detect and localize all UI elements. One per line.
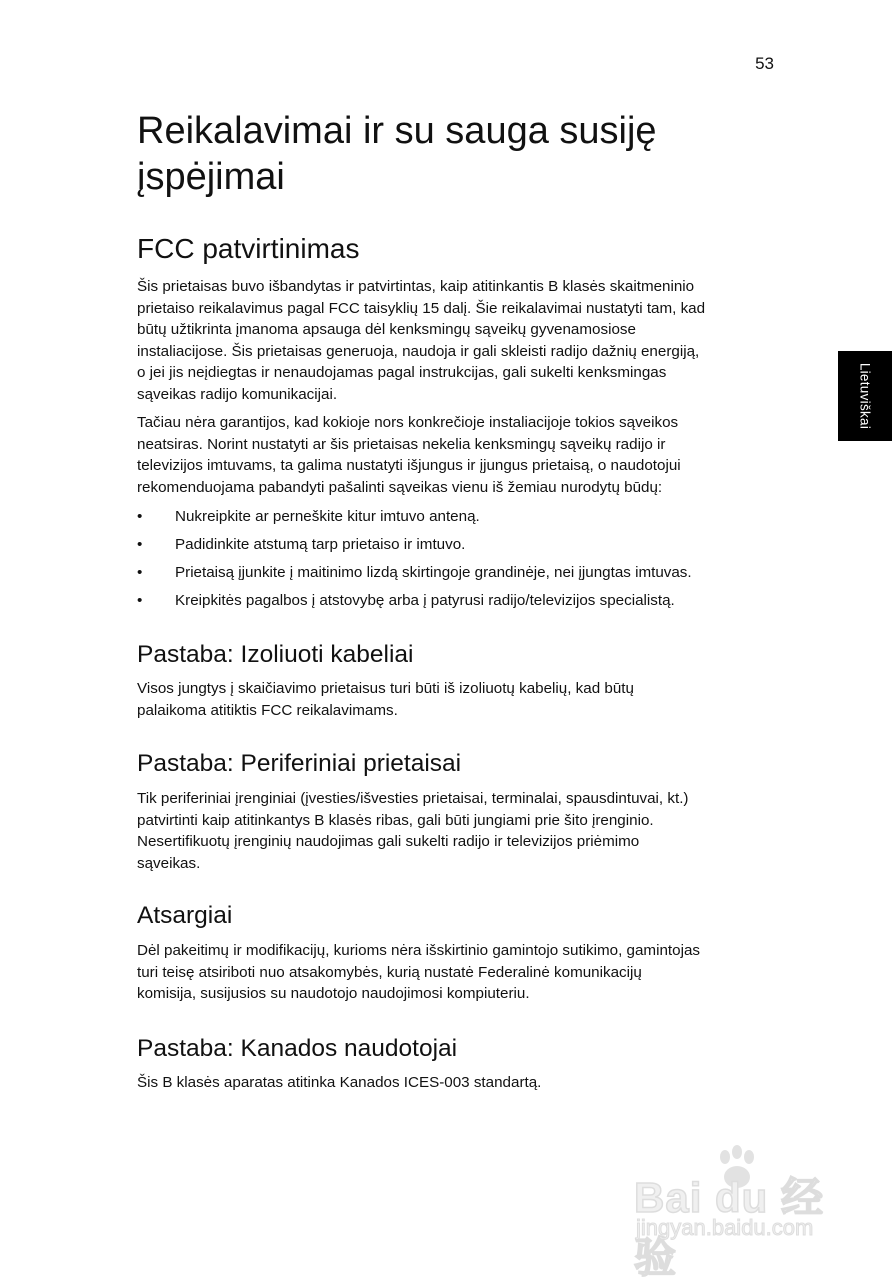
peripherals-paragraph: Tik periferiniai įrenginiai (įvesties/išvesties prietaisai, terminalai, spausdintuvai, kt.) patvirtinti kaip atitinkantys B klasės ribas, gali būti jungiami prie šito įrenginio. Nesertifikuotų įrenginių naudojimas gali sukelti radijo ir televizijos priėmimo sąveikas. xyxy=(137,790,689,872)
fcc-heading: FCC patvirtinimas xyxy=(137,233,360,264)
bullet-marker: • xyxy=(137,536,143,553)
fcc-bullet-list xyxy=(137,503,779,615)
fcc-paragraph-2: Tačiau nėra garantijos, kad kokioje nors konkrečioje instaliacijoje tokios sąveikos neatsiras. Norint nustatyti ar šis prietaisas nekelia kenksmingų sąveikų radijo ir televizijos imtuvams, ta galima nustatyti išjungus ir įjungus prietaisą, o naudotojui rekomenduojama pabandyti pašalinti sąveikas vienu iš žemiau nurodytų būdų: xyxy=(137,414,681,496)
canada-heading: Pastaba: Kanados naudotojai xyxy=(137,1035,458,1062)
cables-heading: Pastaba: Izoliuoti kabeliai xyxy=(137,641,414,668)
cables-paragraph: Visos jungtys į skaičiavimo prietaisus turi būti iš izoliuotų kabelių, kad būtų palaikoma atitiktis FCC reikalavimams. xyxy=(137,680,634,719)
bullet-text: Nukreipkite ar perneškite kitur imtuvo anteną. xyxy=(175,508,480,525)
list-item xyxy=(137,587,779,615)
page-number: 53 xyxy=(755,54,774,73)
peripherals-heading: Pastaba: Periferiniai prietaisai xyxy=(137,750,462,777)
page-title: Reikalavimai ir su sauga susiję įspėjimai xyxy=(137,110,657,198)
canada-paragraph: Šis B klasės aparatas atitinka Kanados ICES-003 standartą. xyxy=(137,1074,542,1091)
watermark-domain: jingyan.baidu.com xyxy=(636,1215,814,1240)
bullet-marker: • xyxy=(137,564,143,581)
caution-heading: Atsargiai xyxy=(137,902,233,929)
bullet-text: Padidinkite atstumą tarp prietaiso ir imtuvo. xyxy=(175,536,466,553)
bullet-text: Prietaisą įjunkite į maitinimo lizdą skirtingoje grandinėje, nei įjungtas imtuvas. xyxy=(175,564,692,581)
language-tab-label: Lietuviškai xyxy=(857,362,873,430)
language-tab xyxy=(838,351,892,441)
watermark xyxy=(634,1155,844,1281)
fcc-paragraph-1: Šis prietaisas buvo išbandytas ir patvirtintas, kaip atitinkantis B klasės skaitmeninio prietaiso reikalavimus pagal FCC taisyklių 15 dalį. Šie reikalavimai nustatyti tam, kad būtų užtikrinta įmanoma apsauga dėl kenksmingų sąveikų gyvenamosiose instaliacijose. Šis prietaisas generuoja, naudoja ir gali skleisti radijo dažnių energiją, o jei jis neįdiegtas ir nenaudojamas pagal instrukcijas, gali sukelti kenksmingas sąveikas radijo komunikacijai. xyxy=(137,278,706,403)
caution-paragraph: Dėl pakeitimų ir modifikacijų, kurioms nėra išskirtinio gamintojo sutikimo, gamintojas turi teisę atsiriboti nuo atsakomybės, kurią nustatė Federalinė komunikacijų komisija, susijusios su naudotojo naudojimosi kompiuteriu. xyxy=(137,942,700,1003)
watermark-brand: Bai du 经验 xyxy=(634,1174,825,1281)
bullet-marker: • xyxy=(137,592,143,609)
list-item xyxy=(137,559,779,587)
bullet-text: Kreipkitės pagalbos į atstovybę arba į patyrusi radijo/televizijos specialistą. xyxy=(175,592,675,609)
list-item xyxy=(137,531,779,559)
list-item xyxy=(137,503,779,531)
bullet-marker: • xyxy=(137,508,143,525)
